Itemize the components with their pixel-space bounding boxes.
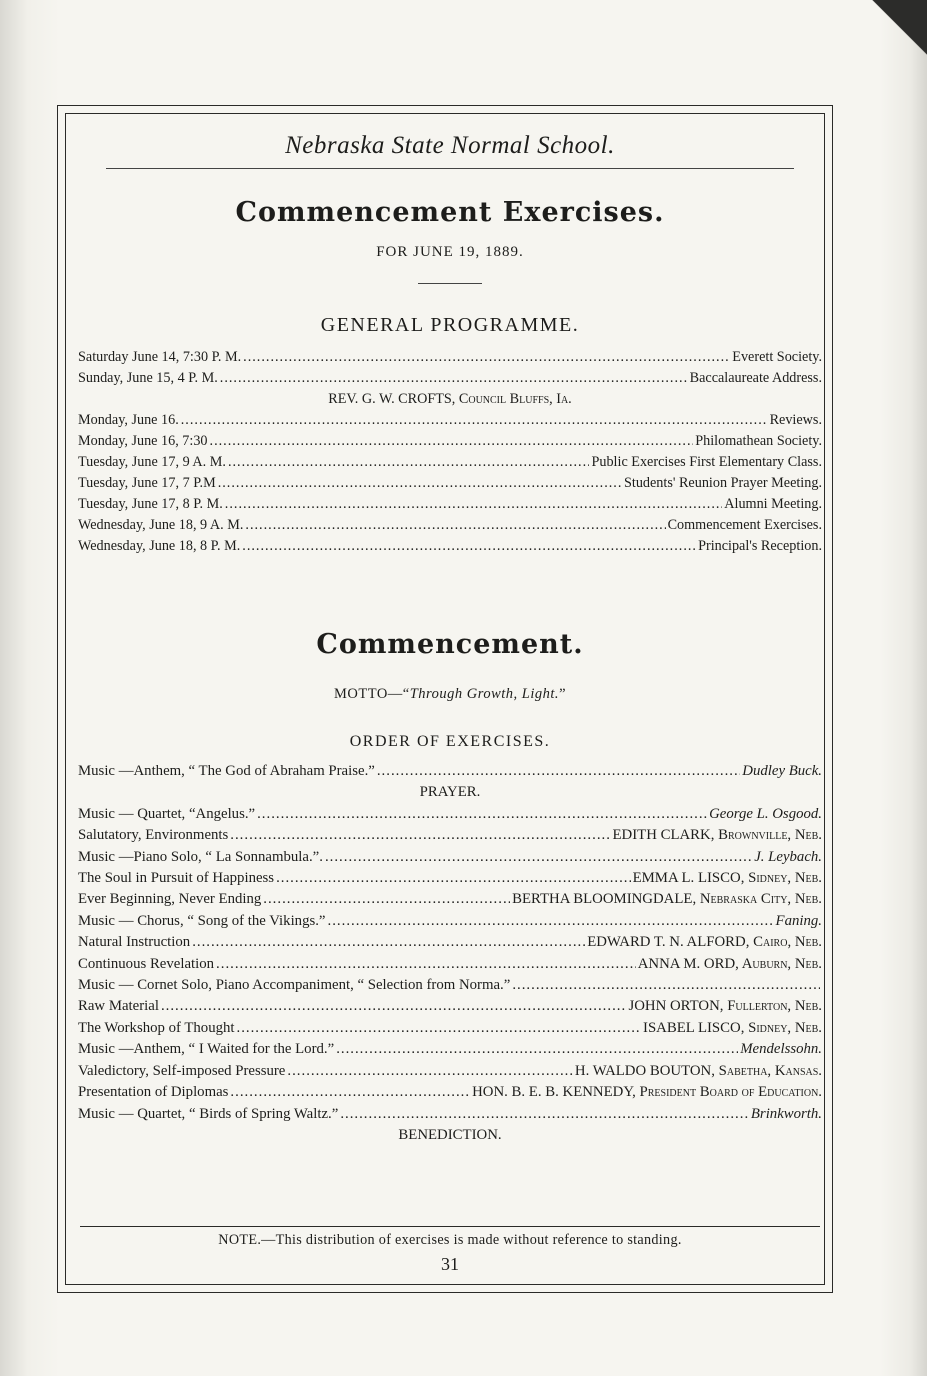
exercise-row — [78, 847, 822, 868]
exercise-row-label: Music —Piano Solo, “ La Sonnambula.”. — [78, 848, 323, 865]
programme-row — [78, 473, 822, 494]
exercise-row — [78, 825, 822, 846]
exercise-row-value: Mendelssohn. — [740, 1041, 822, 1058]
order-of-exercises-list — [78, 761, 822, 1146]
programme-row — [78, 347, 822, 368]
commencement-title: Commencement. — [316, 629, 584, 660]
exercise-row — [78, 889, 822, 910]
section-divider — [418, 283, 482, 284]
exercise-row-label: Music —Anthem, “ The God of Abraham Praise.” — [78, 763, 375, 779]
exercise-row — [78, 761, 822, 782]
order-of-exercises-heading: ORDER OF EXERCISES. — [349, 733, 551, 750]
exercise-row-value: HON. B. E. B. KENNEDY, President Board of Education. — [472, 1084, 822, 1101]
exercise-row-centered: BENEDICTION. — [398, 1126, 502, 1143]
exercise-row-value: Faning. — [775, 912, 822, 929]
exercise-row — [78, 804, 822, 825]
programme-row — [78, 494, 822, 515]
programme-row — [78, 368, 822, 389]
programme-row-centered: REV. G. W. CROFTS, Council Bluffs, Ia. — [328, 391, 572, 407]
programme-row — [78, 515, 822, 536]
programme-row-label: Tuesday, June 17, 8 P. M. — [78, 496, 223, 512]
dot-leader — [225, 494, 722, 515]
exercise-row — [78, 1018, 822, 1039]
exercise-row — [78, 954, 822, 975]
dot-leader — [243, 347, 730, 368]
programme-row-value: Principal's Reception. — [698, 538, 822, 554]
programme-row-value: Commencement Exercises. — [667, 517, 822, 533]
page-number: 31 — [441, 1254, 459, 1274]
dot-leader — [228, 452, 590, 473]
exercise-row — [78, 996, 822, 1017]
exercise-row-value: ANNA M. ORD, Auburn, Neb. — [637, 955, 822, 972]
footer-rule — [80, 1226, 820, 1227]
dot-leader — [218, 473, 622, 494]
dot-leader — [216, 954, 636, 975]
exercise-row-value: J. Leybach. — [754, 848, 822, 865]
school-name: Nebraska State Normal School. — [285, 132, 615, 159]
exercise-row — [78, 975, 822, 996]
programme-row-label: Monday, June 16. — [78, 412, 179, 428]
page-content — [78, 120, 822, 1146]
exercise-row-label: Natural Instruction — [78, 934, 191, 951]
exercise-row-label: Salutatory, Environments — [78, 827, 229, 844]
dot-leader — [242, 536, 696, 557]
exercise-row-label: Music — Quartet, “Angelus.” — [78, 805, 256, 822]
exercise-row-value: George L. Osgood. — [709, 805, 822, 822]
program-date: FOR JUNE 19, 1889. — [376, 244, 524, 260]
dot-leader — [276, 868, 631, 889]
programme-row-label: Tuesday, June 17, 9 A. M. — [78, 454, 226, 470]
exercise-row-label: Ever Beginning, Never Ending — [78, 891, 262, 908]
exercise-row-label: Presentation of Diplomas — [78, 1084, 229, 1101]
exercise-row-label: Raw Material — [78, 998, 159, 1015]
exercise-row — [78, 1061, 822, 1082]
programme-row-value: Philomathean Society. — [695, 433, 822, 449]
dot-leader — [336, 1039, 738, 1060]
dot-leader — [210, 431, 694, 452]
programme-row — [78, 431, 822, 452]
dot-leader — [257, 804, 707, 825]
general-programme-heading: GENERAL PROGRAMME. — [320, 314, 580, 336]
exercise-row-value: ISABEL LISCO, Sidney, Neb. — [643, 1019, 822, 1036]
programme-row-label: Saturday June 14, 7:30 P. M. — [78, 349, 242, 365]
exercise-row-label: Continuous Revelation — [78, 955, 215, 972]
programme-row-value: Alumni Meeting. — [724, 496, 822, 512]
exercise-row-label: The Workshop of Thought — [78, 1019, 235, 1036]
exercise-row-centered: PRAYER. — [419, 784, 481, 801]
dot-leader — [230, 1082, 470, 1103]
programme-row-label: Wednesday, June 18, 8 P. M. — [78, 538, 241, 554]
dot-leader — [181, 410, 768, 431]
motto-suffix: ” — [559, 686, 566, 702]
exercise-row-value: JOHN ORTON, Fullerton, Neb. — [628, 998, 822, 1015]
header-rule — [106, 168, 794, 169]
exercise-row-label: The Soul in Pursuit of Happiness — [78, 870, 275, 887]
exercise-row-value: Dudley Buck. — [742, 763, 822, 779]
programme-row-value: Reviews. — [769, 412, 822, 428]
programme-row-value: Everett Society. — [732, 349, 822, 365]
general-programme-list — [78, 347, 822, 557]
dot-leader — [340, 1104, 749, 1125]
programme-row-label: Wednesday, June 18, 9 A. M. — [78, 517, 244, 533]
exercise-row — [78, 1082, 822, 1103]
footnote: NOTE.—This distribution of exercises is made without reference to standing. — [218, 1232, 682, 1248]
dot-leader — [287, 1061, 573, 1082]
programme-row-value: Students' Reunion Prayer Meeting. — [623, 475, 822, 491]
programme-row-value: Baccalaureate Address. — [689, 370, 822, 386]
programme-row-label: Tuesday, June 17, 7 P.M — [78, 475, 216, 491]
exercise-row — [78, 932, 822, 953]
exercise-row-label: Valedictory, Self-imposed Pressure — [78, 1062, 286, 1079]
exercise-row-label: Music — Quartet, “ Birds of Spring Waltz.” — [78, 1105, 339, 1122]
programme-row-label: Sunday, June 15, 4 P. M. — [78, 370, 218, 386]
programme-row-value: Public Exercises First Elementary Class. — [591, 454, 822, 470]
exercise-row-value: EMMA L. LISCO, Sidney, Neb. — [632, 870, 822, 887]
page-title: Commencement Exercises. — [235, 197, 665, 228]
exercise-row — [78, 1039, 822, 1060]
exercise-row — [78, 911, 822, 932]
exercise-row-value: EDWARD T. N. ALFORD, Cairo, Neb. — [587, 934, 822, 951]
exercise-row — [78, 1104, 822, 1125]
programme-row — [78, 410, 822, 431]
exercise-row-value: BERTHA BLOOMINGDALE, Nebraska City, Neb. — [512, 891, 822, 908]
dot-leader — [230, 825, 610, 846]
exercise-row-value: H. WALDO BOUTON, Sabetha, Kansas. — [574, 1062, 822, 1079]
dot-leader — [245, 515, 665, 536]
dot-leader — [220, 368, 688, 389]
dot-leader — [263, 889, 510, 910]
dot-leader — [377, 761, 740, 782]
exercise-row — [78, 868, 822, 889]
programme-row — [78, 452, 822, 473]
motto-text: Through Growth, Light. — [409, 686, 560, 702]
exercise-row-value: Brinkworth. — [750, 1105, 822, 1122]
exercise-row-label: Music — Chorus, “ Song of the Vikings.” — [78, 912, 326, 929]
exercise-row-label: Music —Anthem, “ I Waited for the Lord.” — [78, 1041, 335, 1058]
exercise-row-label: Music — Cornet Solo, Piano Accompaniment, “ Selection from Norma.” — [78, 977, 511, 994]
dot-leader — [328, 911, 774, 932]
page-corner-shadow — [867, 0, 927, 60]
exercise-row-value: EDITH CLARK, Brownville, Neb. — [612, 827, 822, 844]
dot-leader — [161, 996, 627, 1017]
dot-leader — [192, 932, 585, 953]
programme-row — [78, 536, 822, 557]
motto — [78, 686, 822, 703]
dot-leader — [512, 975, 820, 996]
motto-prefix: MOTTO—“ — [334, 686, 410, 702]
dot-leader — [325, 847, 752, 868]
dot-leader — [237, 1018, 642, 1039]
programme-row-label: Monday, June 16, 7:30 — [78, 433, 208, 449]
